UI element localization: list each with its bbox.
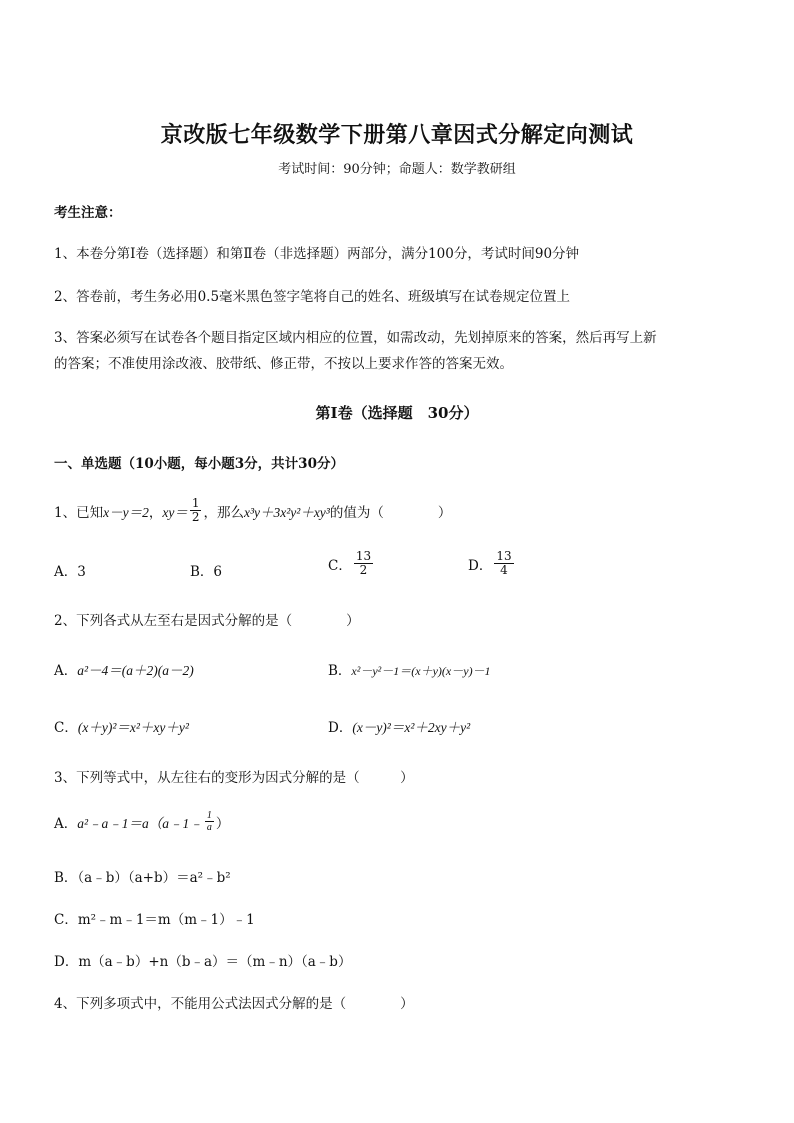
q3-option-a-numerator: 1 xyxy=(206,810,212,821)
question-4: 4、下列多项式中，不能用公式法因式分解的是（ ） xyxy=(54,996,414,1012)
q1-fraction xyxy=(190,497,202,524)
question-3: 3、下列等式中，从左往右的变形为因式分解的是（ ） xyxy=(54,770,414,786)
q2-option-a xyxy=(54,659,194,679)
q2-option-c-expression: (x＋y)²＝x²＋xy＋y² xyxy=(77,720,189,735)
q1-option-d-label: D． xyxy=(468,557,493,574)
q3-option-a xyxy=(54,810,229,833)
q1-option-c-denominator: 2 xyxy=(359,563,368,577)
q3-option-c: C．m²﹣m﹣1＝m（m﹣1）﹣1 xyxy=(54,912,255,928)
notice-item-1: 1、本卷分第Ⅰ卷（选择题）和第Ⅱ卷（非选择题）两部分，满分100分，考试时间90分钟 xyxy=(54,246,580,262)
q1-option-b: B．6 xyxy=(190,564,223,580)
q1-option-c-fraction xyxy=(354,550,373,577)
q2-option-b-expression: x²－y²－1＝(x＋y)(x－y)－1 xyxy=(351,664,491,678)
part-heading: 一、单选题（10小题，每小题3分，共计30分） xyxy=(54,456,344,472)
q1-condition-2: xy＝ xyxy=(162,504,188,520)
q1-fraction-denominator: 2 xyxy=(191,510,200,524)
q3-option-b: B．（a﹣b）（a+b）＝a²﹣b² xyxy=(54,870,231,886)
q3-option-d: D．m（a﹣b）+n（b﹣a）＝（m﹣n）（a﹣b） xyxy=(54,954,352,970)
q2-option-a-label: A． xyxy=(54,663,78,679)
q2-option-c xyxy=(54,716,189,736)
q1-option-d-numerator: 13 xyxy=(496,549,512,563)
q1-option-d-fraction xyxy=(494,550,513,577)
q1-option-c xyxy=(328,550,375,577)
notice-item-2: 2、答卷前，考生务必用0.5毫米黑色签字笔将自己的姓名、班级填写在试卷规定位置上 xyxy=(54,289,571,305)
q3-option-a-tail: ） xyxy=(215,815,230,832)
q1-mid: ，那么 xyxy=(203,504,244,521)
q1-option-c-numerator: 13 xyxy=(355,549,372,563)
page-title: 京改版七年级数学下册第八章因式分解定向测试 xyxy=(160,122,634,148)
q3-option-a-denominator: a xyxy=(206,822,212,833)
q3-option-a-fraction xyxy=(205,810,214,833)
q1-option-d xyxy=(468,550,516,577)
question-2: 2、下列各式从左至右是因式分解的是（ ） xyxy=(54,613,360,629)
q1-fraction-numerator: 1 xyxy=(191,496,200,510)
q3-option-a-label: A． xyxy=(54,815,78,832)
notice-item-3-line-1: 3、答案必须写在试卷各个题目指定区域内相应的位置，如需改动，先划掉原来的答案，然后再写上新 xyxy=(54,330,657,346)
q1-option-a: A．3 xyxy=(54,564,86,580)
q3-option-a-expression: a²﹣a﹣1＝a（a﹣1﹣ xyxy=(77,815,203,831)
q2-option-b-label: B． xyxy=(328,663,352,679)
notice-heading: 考生注意： xyxy=(54,205,122,221)
q1-expression: x³y＋3x²y²＋xy³ xyxy=(243,504,330,520)
q1-suffix: 的值为（ ） xyxy=(329,504,452,521)
q2-option-d xyxy=(328,716,470,736)
exam-info: 考试时间：90分钟；命题人：数学教研组 xyxy=(278,162,516,177)
q2-option-b xyxy=(328,659,491,679)
q2-option-a-expression: a²－4＝(a＋2)(a－2) xyxy=(77,663,194,678)
q2-option-c-label: C． xyxy=(54,720,78,736)
question-1 xyxy=(54,497,451,524)
q2-option-d-expression: (x－y)²＝x²＋2xy＋y² xyxy=(352,720,471,735)
q1-option-c-label: C． xyxy=(328,557,352,574)
q1-option-d-denominator: 4 xyxy=(500,563,508,577)
q2-option-d-label: D． xyxy=(328,720,353,736)
q1-condition-1: x－y＝2 xyxy=(103,504,149,520)
q1-separator: ， xyxy=(148,504,163,521)
section-title: 第Ⅰ卷（选择题 30分） xyxy=(315,404,479,422)
q1-prefix: 1、已知 xyxy=(54,504,104,521)
notice-item-3-line-2: 的答案；不准使用涂改液、胶带纸、修正带，不按以上要求作答的答案无效。 xyxy=(54,356,513,372)
